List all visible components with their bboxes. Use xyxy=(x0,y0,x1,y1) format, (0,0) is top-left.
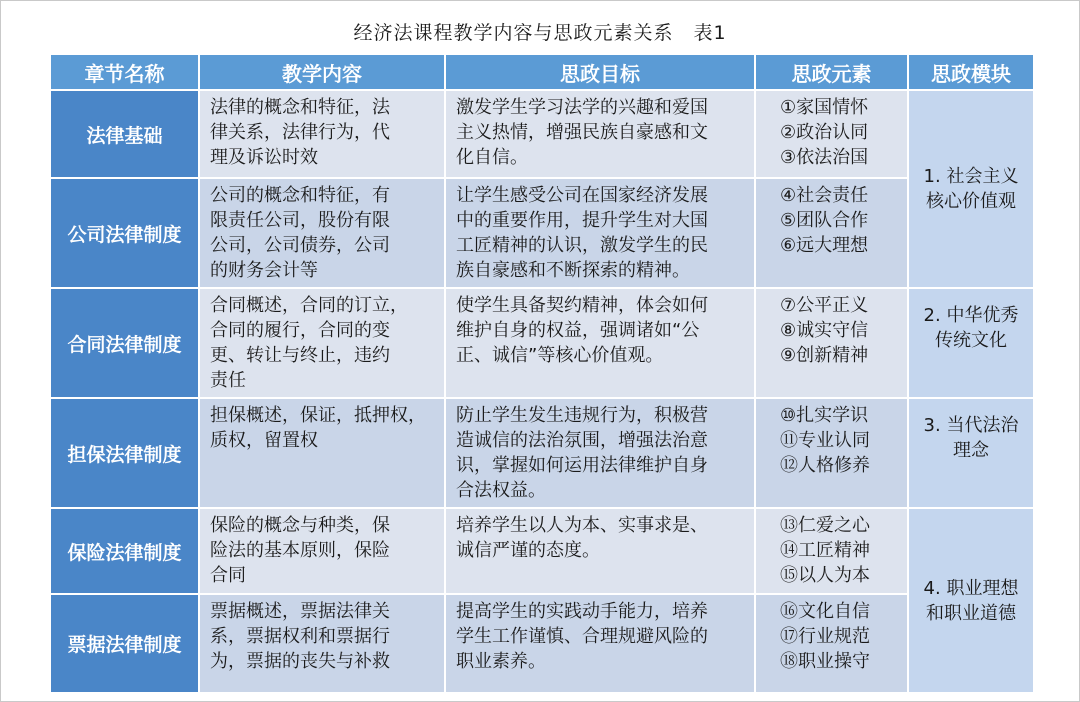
element-item: ⑭工匠精神 xyxy=(780,540,870,561)
table-row xyxy=(50,594,1034,693)
table-row xyxy=(50,398,1034,508)
content-line: 公司，公司债券，公司 xyxy=(210,235,390,256)
module-line: 和职业道德 xyxy=(926,602,1016,624)
goal-line: 激发学生学习法学的兴趣和爱国 xyxy=(456,97,708,118)
goal-cell xyxy=(445,90,755,178)
course-table xyxy=(49,53,1035,694)
goal-line: 识，掌握如何运用法律维护自身 xyxy=(456,455,708,476)
content-line: 律关系，法律行为，代 xyxy=(210,122,390,143)
table-row xyxy=(50,90,1034,178)
content-line: 理及诉讼时效 xyxy=(210,147,318,168)
element-item: ②政治认同 xyxy=(780,122,869,143)
content-line: 的财务会计等 xyxy=(210,260,318,281)
header-elements: 思政元素 xyxy=(755,54,908,90)
chapter-cell: 担保法律制度 xyxy=(50,398,199,508)
table-row xyxy=(50,288,1034,398)
header-content: 教学内容 xyxy=(199,54,445,90)
elements-cell xyxy=(755,288,908,398)
content-line: 合同 xyxy=(210,565,246,586)
goal-cell xyxy=(445,178,755,288)
content-line: 更、转让与终止，违约 xyxy=(210,345,390,366)
element-item: ⑮以人为本 xyxy=(780,565,870,586)
content-line: 责任 xyxy=(210,370,246,391)
element-item: ⑱职业操守 xyxy=(780,651,870,672)
goal-cell xyxy=(445,508,755,594)
element-item: ④社会责任 xyxy=(780,185,869,206)
module-cell xyxy=(908,398,1034,508)
elements-cell xyxy=(755,90,908,178)
elements-cell xyxy=(755,508,908,594)
content-line: 合同的履行，合同的变 xyxy=(210,320,390,341)
header-module: 思政模块 xyxy=(908,54,1034,90)
goal-line: 中的重要作用，提升学生对大国 xyxy=(456,210,708,231)
element-item: ⑧诚实守信 xyxy=(780,320,869,341)
goal-line: 工匠精神的认识，激发学生的民 xyxy=(456,235,708,256)
element-item: ⑫人格修养 xyxy=(780,455,870,476)
goal-line: 诚信严谨的态度。 xyxy=(456,540,600,561)
goal-line: 主义热情，增强民族自豪感和文 xyxy=(456,122,708,143)
header-chapter: 章节名称 xyxy=(50,54,199,90)
content-cell xyxy=(199,508,445,594)
content-line: 为，票据的丧失与补救 xyxy=(210,651,390,672)
chapter-cell: 法律基础 xyxy=(50,90,199,178)
elements-cell xyxy=(755,178,908,288)
content-cell xyxy=(199,288,445,398)
goal-line: 造诚信的法治氛围，增强法治意 xyxy=(456,430,708,451)
element-item: ①家国情怀 xyxy=(780,97,869,118)
header-row xyxy=(50,54,1034,90)
goal-line: 化自信。 xyxy=(456,147,528,168)
chapter-cell: 公司法律制度 xyxy=(50,178,199,288)
content-cell xyxy=(199,594,445,693)
element-item: ③依法治国 xyxy=(780,147,869,168)
goal-line: 维护自身的权益，强调诸如“公 xyxy=(456,320,700,341)
content-line: 限责任公司，股份有限 xyxy=(210,210,390,231)
goal-line: 合法权益。 xyxy=(456,480,546,501)
content-line: 保险的概念与种类，保 xyxy=(210,515,390,536)
module-cell xyxy=(908,288,1034,398)
element-item: ⑪专业认同 xyxy=(780,430,870,451)
element-item: ⑤团队合作 xyxy=(780,210,869,231)
table-row xyxy=(50,508,1034,594)
module-line: 3. 当代法治 xyxy=(923,415,1019,436)
content-cell xyxy=(199,398,445,508)
element-item: ⑰行业规范 xyxy=(780,626,870,647)
chapter-cell: 合同法律制度 xyxy=(50,288,199,398)
table-title: 经济法课程教学内容与思政元素关系 表1 xyxy=(353,22,727,44)
content-line: 公司的概念和特征，有 xyxy=(210,185,390,206)
content-cell xyxy=(199,178,445,288)
element-item: ⑯文化自信 xyxy=(780,601,870,622)
content-line: 票据概述，票据法律关 xyxy=(210,601,390,622)
goal-line: 提高学生的实践动手能力，培养 xyxy=(456,601,708,622)
module-cell xyxy=(908,90,1034,288)
content-line: 法律的概念和特征，法 xyxy=(210,97,390,118)
element-item: ⑥远大理想 xyxy=(780,235,869,256)
table-row xyxy=(50,178,1034,288)
module-line: 理念 xyxy=(953,440,989,461)
element-item: ⑩扎实学识 xyxy=(780,405,869,426)
chapter-cell: 保险法律制度 xyxy=(50,508,199,594)
goal-cell xyxy=(445,288,755,398)
module-line: 传统文化 xyxy=(935,330,1007,351)
goal-line: 族自豪感和不断探索的精神。 xyxy=(456,260,690,281)
goal-line: 职业素养。 xyxy=(456,651,546,672)
goal-line: 培养学生以人为本、实事求是、 xyxy=(456,515,708,536)
goal-cell xyxy=(445,398,755,508)
content-line: 担保概述，保证，抵押权， xyxy=(210,405,426,426)
element-item: ⑬仁爱之心 xyxy=(780,515,870,536)
module-line: 2. 中华优秀 xyxy=(923,305,1019,326)
goal-line: 学生工作谨慎、合理规避风险的 xyxy=(456,626,708,647)
content-line: 系，票据权利和票据行 xyxy=(210,626,390,647)
module-line: 1. 社会主义 xyxy=(923,166,1019,187)
module-cell xyxy=(908,508,1034,693)
goal-line: 使学生具备契约精神，体会如何 xyxy=(456,295,708,316)
goal-line: 正、诚信”等核心价值观。 xyxy=(456,345,664,366)
goal-line: 让学生感受公司在国家经济发展 xyxy=(456,185,708,206)
module-line: 核心价值观 xyxy=(926,191,1016,212)
element-item: ⑦公平正义 xyxy=(780,295,869,316)
element-item: ⑨创新精神 xyxy=(780,345,869,366)
chapter-cell: 票据法律制度 xyxy=(50,594,199,693)
goal-line: 防止学生发生违规行为，积极营 xyxy=(456,405,708,426)
content-line: 合同概述，合同的订立， xyxy=(210,295,408,316)
elements-cell xyxy=(755,594,908,693)
elements-cell xyxy=(755,398,908,508)
module-line: 4. 职业理想 xyxy=(923,577,1019,599)
content-cell xyxy=(199,90,445,178)
header-goal: 思政目标 xyxy=(445,54,755,90)
goal-cell xyxy=(445,594,755,693)
content-line: 险法的基本原则，保险 xyxy=(210,540,390,561)
content-line: 质权，留置权 xyxy=(210,430,318,451)
